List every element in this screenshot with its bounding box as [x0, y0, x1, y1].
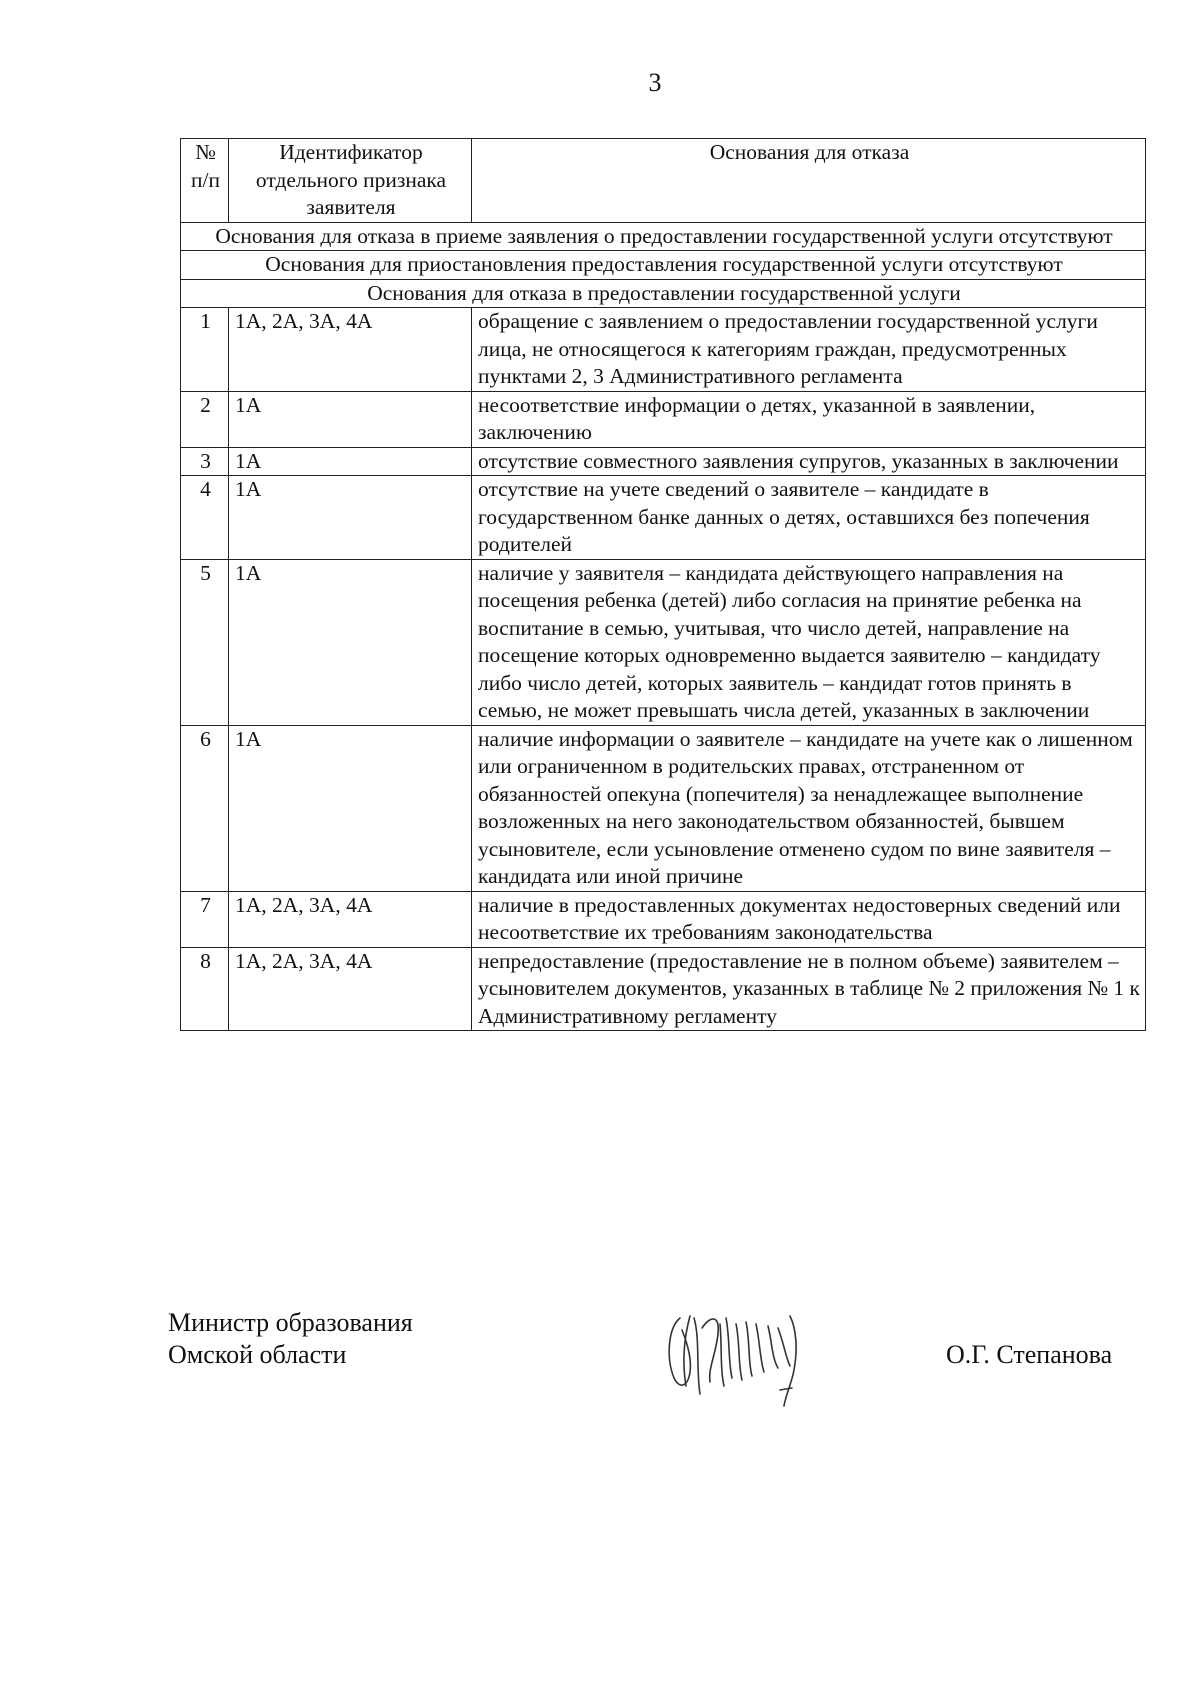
row-identifiers: 1А: [229, 391, 472, 447]
table-body: [181, 222, 1146, 1031]
table-header-row: [181, 139, 1146, 223]
header-identifier: Идентификатор отдельного признака заявителя: [229, 139, 472, 223]
row-reason: обращение с заявлением о предоставлении государственной услуги лица, не относящегося к категориям граждан, предусмотренных пунктами 2, 3 Административного регламента: [472, 308, 1146, 392]
row-number: 3: [181, 447, 229, 476]
row-number: 4: [181, 476, 229, 560]
table-row: [181, 559, 1146, 725]
section-suspension: Основания для приостановления предоставления государственной услуги отсутствуют: [181, 251, 1146, 280]
row-identifiers: 1А: [229, 725, 472, 891]
row-reason: непредоставление (предоставление не в полном объеме) заявителем – усыновителем документов, указанных в таблице № 2 приложения № 1 к Административному регламенту: [472, 947, 1146, 1031]
row-number: 5: [181, 559, 229, 725]
row-number: 8: [181, 947, 229, 1031]
row-number: 1: [181, 308, 229, 392]
table-row: [181, 476, 1146, 560]
row-number: 6: [181, 725, 229, 891]
header-num: № п/п: [181, 139, 229, 223]
row-identifiers: 1А: [229, 447, 472, 476]
signatory-name: О.Г. Степанова: [946, 1340, 1113, 1369]
section-reception-refusal: Основания для отказа в приеме заявления о предоставлении государственной услуги отсутствуют: [181, 222, 1146, 251]
row-reason: отсутствие на учете сведений о заявителе – кандидате в государственном банке данных о детях, оставшихся без попечения родителей: [472, 476, 1146, 560]
row-identifiers: 1А, 2А, 3А, 4А: [229, 308, 472, 392]
row-number: 2: [181, 391, 229, 447]
row-identifiers: 1А: [229, 559, 472, 725]
row-reason: наличие у заявителя – кандидата действующего направления на посещения ребенка (детей) либо согласия на принятие ребенка на воспитание в семью, учитывая, что число детей, направление на посещение которых одновременно выдается заявителю – кандидату либо число детей, которых заявитель – кандидат готов принять в семью, не может превышать числа детей, указанных в заключении: [472, 559, 1146, 725]
table-row: [181, 447, 1146, 476]
row-reason: несоответствие информации о детях, указанной в заявлении, заключению: [472, 391, 1146, 447]
page-number: 3: [648, 68, 662, 97]
row-reason: наличие информации о заявителе – кандидате на учете как о лишенном или ограниченном в родительских правах, отстраненном от обязанностей опекуна (попечителя) за ненадлежащее выполнение возложенных на него законодательством обязанностей, бывшем усыновителе, если усыновление отменено судом по вине заявителя – кандидата или иной причине: [472, 725, 1146, 891]
table-row: [181, 947, 1146, 1031]
table-row: [181, 391, 1146, 447]
row-identifiers: 1А, 2А, 3А, 4А: [229, 947, 472, 1031]
row-identifiers: 1А: [229, 476, 472, 560]
section-service-refusal: Основания для отказа в предоставлении государственной услуги: [181, 279, 1146, 308]
handwritten-signature: [660, 1298, 840, 1416]
row-reason: отсутствие совместного заявления супругов, указанных в заключении: [472, 447, 1146, 476]
row-identifiers: 1А, 2А, 3А, 4А: [229, 891, 472, 947]
section-row: [181, 251, 1146, 280]
table-row: [181, 725, 1146, 891]
signatory-position: [168, 1307, 413, 1371]
signatory-position-line2: Омской области: [168, 1340, 347, 1369]
section-row: [181, 222, 1146, 251]
signatory-position-line1: Министр образования: [168, 1308, 413, 1337]
section-row: [181, 279, 1146, 308]
refusal-grounds-table: [180, 138, 1146, 1031]
table-row: [181, 308, 1146, 392]
header-reason: Основания для отказа: [472, 139, 1146, 223]
row-reason: наличие в предоставленных документах недостоверных сведений или несоответствие их требованиям законодательства: [472, 891, 1146, 947]
row-number: 7: [181, 891, 229, 947]
table-row: [181, 891, 1146, 947]
